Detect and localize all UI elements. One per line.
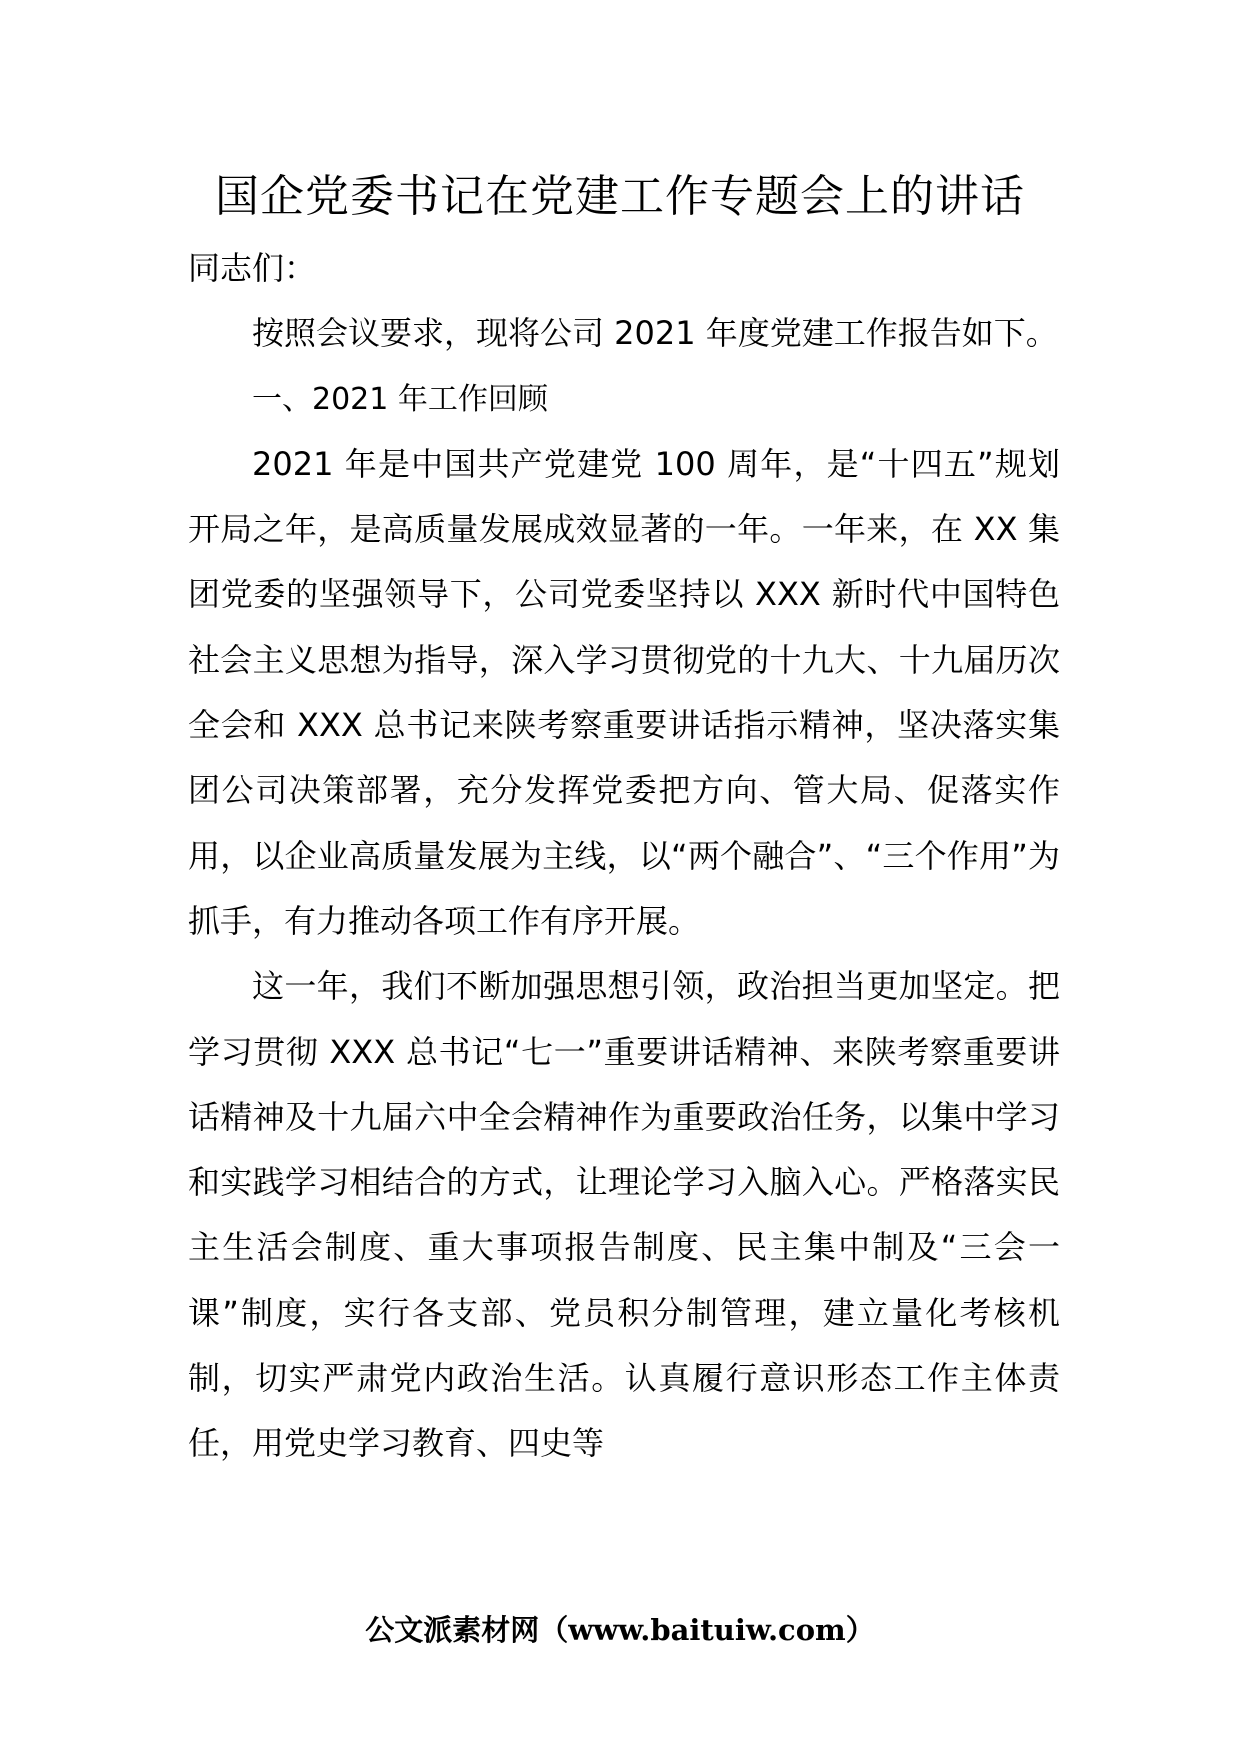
footer-watermark: 公文派素材网（www.baituiw.com）	[365, 1613, 875, 1647]
paragraph-ideology: 这一年，我们不断加强思想引领，政治担当更加坚定。把学习贯彻 XXX 总书记“七一”重要讲话精神、来陕考察重要讲话精神及十九届六中全会精神作为重要政治任务，以集中学习和实践学习相结合的方式，让理论学习入脑入心。严格落实民主生活会制度、重大事项报告制度、民主集中制及“三会一课”制度，实行各支部、党员积分制管理，建立量化考核机制，切实严肃党内政治生活。认真履行意识形态工作主体责任，用党史学习教育、四史等	[188, 967, 1060, 1463]
document-body	[188, 236, 1060, 1477]
paragraph-review: 2021 年是中国共产党建党 100 周年，是“十四五”规划开局之年，是高质量发展成效显著的一年。一年来，在 XX 集团党委的坚强领导下，公司党委坚持以 XXX 新时代中国特色社会主义思想为指导，深入学习贯彻党的十九大、十九届历次全会和 XXX 总书记来陕考察重要讲话指示精神，坚决落实集团公司决策部署，充分发挥党委把方向、管大局、促落实作用，以企业高质量发展为主线，以“两个融合”、“三个作用”为抓手，有力推动各项工作有序开展。	[188, 444, 1060, 940]
salutation: 同志们：	[188, 249, 317, 287]
paragraph-intro: 按照会议要求，现将公司 2021 年度党建工作报告如下。	[252, 314, 1058, 353]
document-title: 国企党委书记在党建工作专题会上的讲话	[215, 171, 1025, 222]
section-heading: 一、2021 年工作回顾	[252, 381, 548, 417]
